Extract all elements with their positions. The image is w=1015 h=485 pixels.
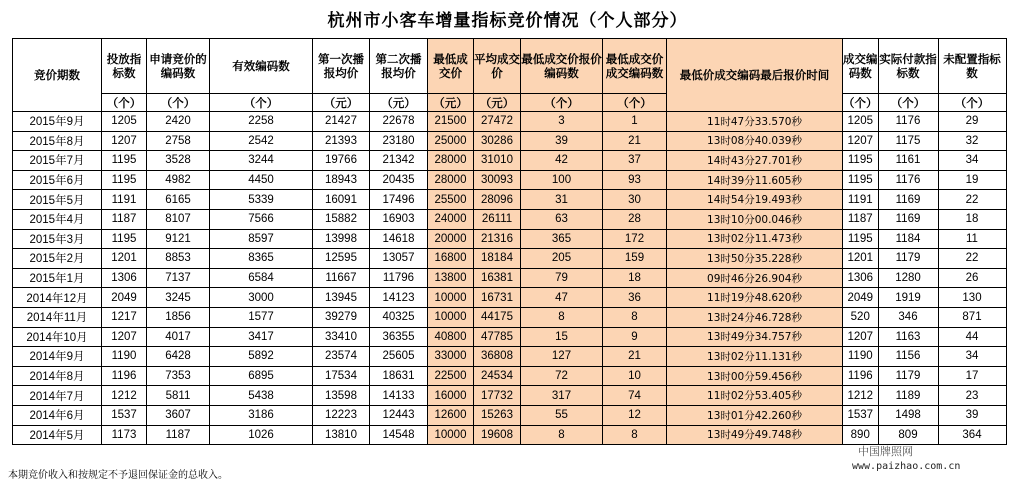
table-cell: 25500: [428, 190, 474, 210]
table-cell: 44: [938, 327, 1006, 347]
table-cell: 2258: [210, 112, 313, 132]
table-cell: 2014年6月: [13, 405, 102, 425]
table-cell: 19766: [313, 151, 370, 171]
table-cell: 1205: [843, 112, 879, 132]
table-cell: 2014年12月: [13, 288, 102, 308]
table-cell: 1179: [878, 366, 938, 386]
column-unit: （个）: [210, 94, 313, 112]
table-cell: 1196: [102, 366, 147, 386]
table-cell: 1577: [210, 307, 313, 327]
column-unit: （个）: [878, 94, 938, 112]
table-cell: 23: [938, 386, 1006, 406]
table-cell: 890: [843, 425, 879, 445]
table-cell: 2015年3月: [13, 229, 102, 249]
table-cell: 31: [521, 190, 603, 210]
table-cell: 1212: [102, 386, 147, 406]
table-cell: 13800: [428, 268, 474, 288]
table-cell: 100: [521, 170, 603, 190]
table-cell: 16381: [474, 268, 521, 288]
table-cell: 14时54分19.493秒: [667, 190, 843, 210]
table-cell: 364: [938, 425, 1006, 445]
table-cell: 28000: [428, 170, 474, 190]
table-cell: 1187: [147, 425, 210, 445]
table-cell: 130: [938, 288, 1006, 308]
table-cell: 79: [521, 268, 603, 288]
table-cell: 4017: [147, 327, 210, 347]
table-cell: 17534: [313, 366, 370, 386]
table-cell: 22678: [370, 112, 428, 132]
column-unit: （元）: [313, 94, 370, 112]
table-cell: 16000: [428, 386, 474, 406]
table-cell: 34: [938, 347, 1006, 367]
table-cell: 37: [603, 151, 667, 171]
table-cell: 13时49分34.757秒: [667, 327, 843, 347]
table-row: [13, 425, 1007, 445]
table-cell: 2015年2月: [13, 249, 102, 269]
table-cell: 1163: [878, 327, 938, 347]
table-cell: 18943: [313, 170, 370, 190]
table-cell: 9121: [147, 229, 210, 249]
table-cell: 2015年8月: [13, 131, 102, 151]
table-cell: 34: [938, 151, 1006, 171]
table-cell: 1306: [102, 268, 147, 288]
table-cell: 14时39分11.605秒: [667, 170, 843, 190]
table-cell: 13998: [313, 229, 370, 249]
table-row: [13, 131, 1007, 151]
table-cell: 14618: [370, 229, 428, 249]
table-cell: 1: [603, 112, 667, 132]
column-unit: （元）: [428, 94, 474, 112]
table-cell: 3245: [147, 288, 210, 308]
table-cell: 8365: [210, 249, 313, 269]
table-cell: 13945: [313, 288, 370, 308]
table-cell: 6895: [210, 366, 313, 386]
table-cell: 2758: [147, 131, 210, 151]
table-cell: 8107: [147, 209, 210, 229]
table-cell: 1176: [878, 170, 938, 190]
table-cell: 7137: [147, 268, 210, 288]
table-cell: 27472: [474, 112, 521, 132]
table-cell: 1207: [843, 327, 879, 347]
table-cell: 25000: [428, 131, 474, 151]
table-cell: 21: [603, 347, 667, 367]
table-cell: 18631: [370, 366, 428, 386]
table-cell: 63: [521, 209, 603, 229]
table-cell: 3417: [210, 327, 313, 347]
table-cell: 5892: [210, 347, 313, 367]
table-row: [13, 405, 1007, 425]
table-cell: 14133: [370, 386, 428, 406]
table-cell: 26: [938, 268, 1006, 288]
column-header: 第一次播报均价: [313, 39, 370, 94]
table-cell: 1169: [878, 190, 938, 210]
table-cell: 36808: [474, 347, 521, 367]
table-cell: 28096: [474, 190, 521, 210]
table-cell: 8: [521, 307, 603, 327]
table-cell: 21500: [428, 112, 474, 132]
table-cell: 3528: [147, 151, 210, 171]
table-row: [13, 151, 1007, 171]
table-header: [13, 39, 1007, 112]
table-cell: 13时49分49.748秒: [667, 425, 843, 445]
table-cell: 19608: [474, 425, 521, 445]
table-cell: 23180: [370, 131, 428, 151]
page-title: 杭州市小客车增量指标竞价情况（个人部分）: [327, 11, 688, 31]
column-header: 申请竞价的编码数: [147, 39, 210, 94]
table-cell: 159: [603, 249, 667, 269]
table-cell: 2015年9月: [13, 112, 102, 132]
table-cell: 16091: [313, 190, 370, 210]
table-cell: 1537: [102, 405, 147, 425]
table-cell: 1173: [102, 425, 147, 445]
table-cell: 29: [938, 112, 1006, 132]
table-cell: 1280: [878, 268, 938, 288]
table-cell: 40800: [428, 327, 474, 347]
watermark-url: www.paizhao.com.cn: [852, 461, 961, 472]
table-cell: 3: [521, 112, 603, 132]
table-cell: 5438: [210, 386, 313, 406]
column-header: 实际付款指标数: [878, 39, 938, 94]
table-cell: 1026: [210, 425, 313, 445]
table-cell: 2049: [843, 288, 879, 308]
table-cell: 8: [603, 307, 667, 327]
table-cell: 2015年6月: [13, 170, 102, 190]
table-cell: 24534: [474, 366, 521, 386]
table-cell: 1195: [843, 170, 879, 190]
column-unit: （元）: [474, 94, 521, 112]
table-cell: 14时43分27.701秒: [667, 151, 843, 171]
table-cell: 809: [878, 425, 938, 445]
table-row: [13, 268, 1007, 288]
table-cell: 1187: [843, 209, 879, 229]
table-cell: 1195: [102, 229, 147, 249]
table-cell: 1176: [878, 112, 938, 132]
table-cell: 1189: [878, 386, 938, 406]
table-cell: 172: [603, 229, 667, 249]
table-cell: 39279: [313, 307, 370, 327]
column-unit: （元）: [370, 94, 428, 112]
table-row: [13, 366, 1007, 386]
table-row: [13, 209, 1007, 229]
table-cell: 3186: [210, 405, 313, 425]
table-row: [13, 288, 1007, 308]
table-cell: 2014年5月: [13, 425, 102, 445]
table-cell: 21342: [370, 151, 428, 171]
table-cell: 13810: [313, 425, 370, 445]
table-cell: 14123: [370, 288, 428, 308]
table-cell: 7353: [147, 366, 210, 386]
table-cell: 1207: [102, 131, 147, 151]
column-header: 成交编码数: [843, 39, 879, 94]
table-cell: 1191: [843, 190, 879, 210]
table-cell: 11: [938, 229, 1006, 249]
table-cell: 1306: [843, 268, 879, 288]
column-unit: （个）: [102, 94, 147, 112]
table-cell: 11时47分33.570秒: [667, 112, 843, 132]
table-cell: 7566: [210, 209, 313, 229]
table-cell: 11时02分53.405秒: [667, 386, 843, 406]
column-unit: （个）: [603, 94, 667, 112]
table-cell: 1156: [878, 347, 938, 367]
table-cell: 4982: [147, 170, 210, 190]
table-cell: 1919: [878, 288, 938, 308]
table-cell: 2015年5月: [13, 190, 102, 210]
table-cell: 1201: [102, 249, 147, 269]
table-cell: 21: [603, 131, 667, 151]
table-cell: 2014年7月: [13, 386, 102, 406]
table-cell: 15: [521, 327, 603, 347]
table-cell: 13时02分11.131秒: [667, 347, 843, 367]
table-cell: 10000: [428, 425, 474, 445]
table-cell: 1856: [147, 307, 210, 327]
table-cell: 18: [603, 268, 667, 288]
table-cell: 12: [603, 405, 667, 425]
table-cell: 2014年9月: [13, 347, 102, 367]
table-cell: 22: [938, 190, 1006, 210]
table-cell: 30286: [474, 131, 521, 151]
table-row: [13, 229, 1007, 249]
column-header: 竞价期数: [13, 39, 102, 112]
table-cell: 8: [521, 425, 603, 445]
table-cell: 16731: [474, 288, 521, 308]
table-cell: 365: [521, 229, 603, 249]
table-row: [13, 386, 1007, 406]
table-cell: 205: [521, 249, 603, 269]
table-cell: 3244: [210, 151, 313, 171]
table-cell: 1190: [102, 347, 147, 367]
table-cell: 346: [878, 307, 938, 327]
table-cell: 9: [603, 327, 667, 347]
table-cell: 1161: [878, 151, 938, 171]
table-cell: 8597: [210, 229, 313, 249]
table-cell: 36355: [370, 327, 428, 347]
table-cell: 39: [521, 131, 603, 151]
table-cell: 31010: [474, 151, 521, 171]
column-unit: （个）: [147, 94, 210, 112]
table-cell: 13时00分59.456秒: [667, 366, 843, 386]
table-cell: 1196: [843, 366, 879, 386]
table-cell: 18184: [474, 249, 521, 269]
table-cell: 1207: [843, 131, 879, 151]
table-cell: 36: [603, 288, 667, 308]
table-cell: 11时19分48.620秒: [667, 288, 843, 308]
table-cell: 1187: [102, 209, 147, 229]
table-cell: 1191: [102, 190, 147, 210]
table-cell: 12600: [428, 405, 474, 425]
table-cell: 10000: [428, 307, 474, 327]
table-cell: 44175: [474, 307, 521, 327]
table-cell: 10: [603, 366, 667, 386]
column-header: 未配置指标数: [938, 39, 1006, 94]
table-cell: 6165: [147, 190, 210, 210]
table-cell: 1212: [843, 386, 879, 406]
table-cell: 1179: [878, 249, 938, 269]
column-header: 有效编码数: [210, 39, 313, 94]
table-cell: 30093: [474, 170, 521, 190]
table-cell: 21393: [313, 131, 370, 151]
table-cell: 520: [843, 307, 879, 327]
table-cell: 47785: [474, 327, 521, 347]
table-cell: 40325: [370, 307, 428, 327]
table-cell: 32: [938, 131, 1006, 151]
table-cell: 17732: [474, 386, 521, 406]
table-cell: 25605: [370, 347, 428, 367]
table-cell: 2420: [147, 112, 210, 132]
table-row: [13, 190, 1007, 210]
table-cell: 20000: [428, 229, 474, 249]
table-cell: 1537: [843, 405, 879, 425]
table-cell: 2015年7月: [13, 151, 102, 171]
table-cell: 18: [938, 209, 1006, 229]
column-header: 最低成交价报价编码数: [521, 39, 603, 94]
table-cell: 317: [521, 386, 603, 406]
table-cell: 12443: [370, 405, 428, 425]
table-cell: 28000: [428, 151, 474, 171]
table-cell: 26111: [474, 209, 521, 229]
table-cell: 1195: [102, 170, 147, 190]
table-cell: 20435: [370, 170, 428, 190]
watermark-cn: 中国牌照网: [858, 445, 913, 458]
column-unit: （个）: [521, 94, 603, 112]
table-row: [13, 112, 1007, 132]
table-cell: 1195: [843, 229, 879, 249]
table-cell: 12595: [313, 249, 370, 269]
table-cell: 1201: [843, 249, 879, 269]
table-cell: 1498: [878, 405, 938, 425]
column-header: 第二次播报均价: [370, 39, 428, 94]
table-cell: 42: [521, 151, 603, 171]
table-cell: 1169: [878, 209, 938, 229]
table-cell: 4450: [210, 170, 313, 190]
table-cell: 47: [521, 288, 603, 308]
column-header: 最低成交价成交编码数: [603, 39, 667, 94]
table-cell: 2049: [102, 288, 147, 308]
table-cell: 10000: [428, 288, 474, 308]
table-row: [13, 327, 1007, 347]
table-cell: 33410: [313, 327, 370, 347]
table-cell: 93: [603, 170, 667, 190]
table-cell: 1207: [102, 327, 147, 347]
table-cell: 3000: [210, 288, 313, 308]
table-cell: 55: [521, 405, 603, 425]
column-header: 平均成交价: [474, 39, 521, 94]
table-cell: 23574: [313, 347, 370, 367]
table-cell: 16800: [428, 249, 474, 269]
table-cell: 127: [521, 347, 603, 367]
column-header: 最低成交价: [428, 39, 474, 94]
table-cell: 11667: [313, 268, 370, 288]
table-body: [13, 112, 1007, 445]
table-cell: 1190: [843, 347, 879, 367]
table-cell: 28: [603, 209, 667, 229]
table-cell: 13时01分42.260秒: [667, 405, 843, 425]
table-cell: 21316: [474, 229, 521, 249]
table-cell: 15882: [313, 209, 370, 229]
table-cell: 2014年11月: [13, 307, 102, 327]
table-cell: 1205: [102, 112, 147, 132]
table-cell: 1175: [878, 131, 938, 151]
table-cell: 2014年10月: [13, 327, 102, 347]
table-cell: 3607: [147, 405, 210, 425]
table-cell: 871: [938, 307, 1006, 327]
table-cell: 12223: [313, 405, 370, 425]
column-header: 最低价成交编码最后报价时间: [667, 39, 843, 112]
table-cell: 13598: [313, 386, 370, 406]
table-cell: 1184: [878, 229, 938, 249]
table-row: [13, 170, 1007, 190]
table-cell: 13时02分11.473秒: [667, 229, 843, 249]
table-cell: 74: [603, 386, 667, 406]
table-cell: 19: [938, 170, 1006, 190]
table-cell: 22: [938, 249, 1006, 269]
table-cell: 2542: [210, 131, 313, 151]
table-cell: 17496: [370, 190, 428, 210]
table-row: [13, 307, 1007, 327]
table-cell: 1195: [843, 151, 879, 171]
table-cell: 33000: [428, 347, 474, 367]
table-cell: 2015年1月: [13, 268, 102, 288]
auction-table: [12, 38, 1007, 445]
table-cell: 30: [603, 190, 667, 210]
table-cell: 5811: [147, 386, 210, 406]
table-cell: 8: [603, 425, 667, 445]
table-cell: 14548: [370, 425, 428, 445]
table-cell: 21427: [313, 112, 370, 132]
table-cell: 15263: [474, 405, 521, 425]
table-cell: 13时50分35.228秒: [667, 249, 843, 269]
table-cell: 1195: [102, 151, 147, 171]
table-cell: 8853: [147, 249, 210, 269]
table-cell: 13时10分00.046秒: [667, 209, 843, 229]
table-cell: 6584: [210, 268, 313, 288]
table-cell: 16903: [370, 209, 428, 229]
table-cell: 13057: [370, 249, 428, 269]
table-cell: 24000: [428, 209, 474, 229]
footnote: 本期竞价收入和按规定不予退回保证金的总收入。: [8, 470, 228, 481]
table-cell: 17: [938, 366, 1006, 386]
table-cell: 2015年4月: [13, 209, 102, 229]
table-cell: 22500: [428, 366, 474, 386]
table-cell: 39: [938, 405, 1006, 425]
table-cell: 13时08分40.039秒: [667, 131, 843, 151]
table-cell: 2014年8月: [13, 366, 102, 386]
column-unit: （个）: [938, 94, 1006, 112]
table-cell: 72: [521, 366, 603, 386]
table-cell: 1217: [102, 307, 147, 327]
table-cell: 09时46分26.904秒: [667, 268, 843, 288]
table-cell: 13时24分46.728秒: [667, 307, 843, 327]
table-cell: 5339: [210, 190, 313, 210]
table-cell: 11796: [370, 268, 428, 288]
table-row: [13, 249, 1007, 269]
table-cell: 6428: [147, 347, 210, 367]
column-unit: （个）: [843, 95, 878, 110]
column-header: 投放指标数: [102, 39, 147, 94]
table-row: [13, 347, 1007, 367]
